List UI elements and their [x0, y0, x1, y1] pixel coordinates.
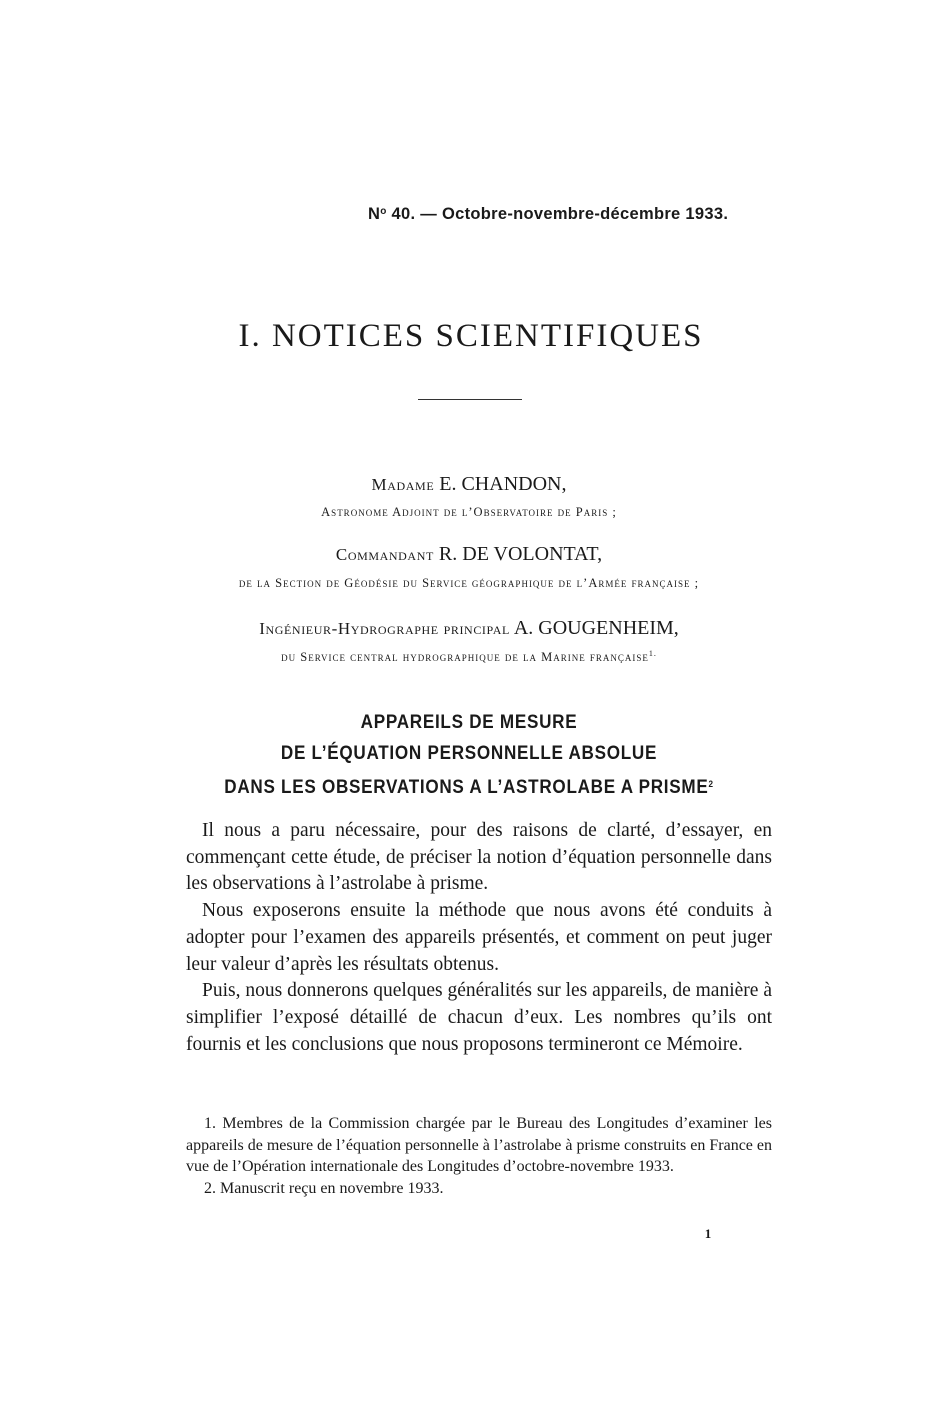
footnotes [186, 1113, 772, 1199]
footnote-marker: 1. [204, 1115, 216, 1132]
author-line-3 [0, 617, 938, 640]
issue-prefix-sup: o [380, 206, 387, 217]
author-title: Commandant [335, 545, 434, 564]
author-affiliation-2: de la Section de Géodésie du Service géographique de l’Armée française ; [238, 576, 700, 590]
footnote-ref-1: 1. [648, 649, 657, 658]
author-title: Madame [371, 475, 435, 494]
body-text [186, 818, 772, 1058]
section-divider [418, 399, 522, 400]
footnote-text: Membres de la Commission chargée par le Bureau des Longitudes d’examiner les appareils de mesure de l’équation personnelle à l’astrolabe à prisme construits en France en vue de l’Opération internationale des Longitudes d’octobre-novembre 1933. [186, 1115, 772, 1175]
author-affiliation-1: Astronome Adjoint de l’Observatoire de Paris ; [321, 505, 617, 519]
body-paragraph-2: Nous exposerons ensuite la méthode que nous avons été conduits à adopter pour l’examen des appareils présentés, et comment on peut juger leur valeur d’après les résultats obtenus. [186, 900, 772, 975]
author-name: R. DE VOLONTAT, [438, 543, 603, 565]
author-name: A. GOUGENHEIM, [513, 617, 679, 639]
body-paragraph-1: Il nous a paru nécessaire, pour des raisons de clarté, d’essayer, en commençant cette étude, de préciser la notion d’équation personnelle dans les observations à l’astrolabe à prisme. [186, 820, 772, 895]
issue-number: 40. [391, 205, 416, 223]
footnote-2 [186, 1178, 772, 1200]
footnote-text: Manuscrit reçu en novembre 1933. [220, 1179, 444, 1197]
author-affiliation-3 [0, 649, 938, 665]
section-title: I. NOTICES SCIENTIFIQUES [238, 318, 704, 354]
article-title-line-3-text: DANS LES OBSERVATIONS A L’ASTROLABE A PRISME [224, 777, 709, 798]
issue-period: Octobre-novembre-décembre 1933. [441, 205, 729, 223]
article-title-line-3 [47, 769, 891, 803]
article-title [47, 707, 891, 803]
header-dash: — [420, 205, 438, 223]
footnote-marker: 2. [204, 1179, 216, 1197]
footnote-1 [186, 1113, 772, 1178]
affiliation-text: du Service central hydrographique de la Marine française [281, 650, 649, 664]
author-line-2 [0, 543, 938, 566]
page-number: 1 [704, 1226, 712, 1241]
article-title-line-2: DE L’ÉQUATION PERSONNELLE ABSOLUE [280, 743, 658, 764]
article-title-line-1: APPAREILS DE MESURE [360, 712, 578, 733]
author-title: Ingénieur-Hydrographe principal [259, 619, 510, 638]
author-name: E. CHANDON, [439, 473, 567, 495]
author-line-1 [0, 473, 938, 496]
body-paragraph-3: Puis, nous donnerons quelques généralités sur les appareils, de manière à simplifier l’exposé détaillé de chacun d’eux. Les nombres qu’ils ont fournis et les conclusions que nous proposons termineront ce Mémoire. [186, 980, 772, 1055]
issue-prefix: N [368, 205, 381, 223]
issue-header [368, 205, 768, 224]
footnote-ref-2: 2 [708, 779, 714, 789]
